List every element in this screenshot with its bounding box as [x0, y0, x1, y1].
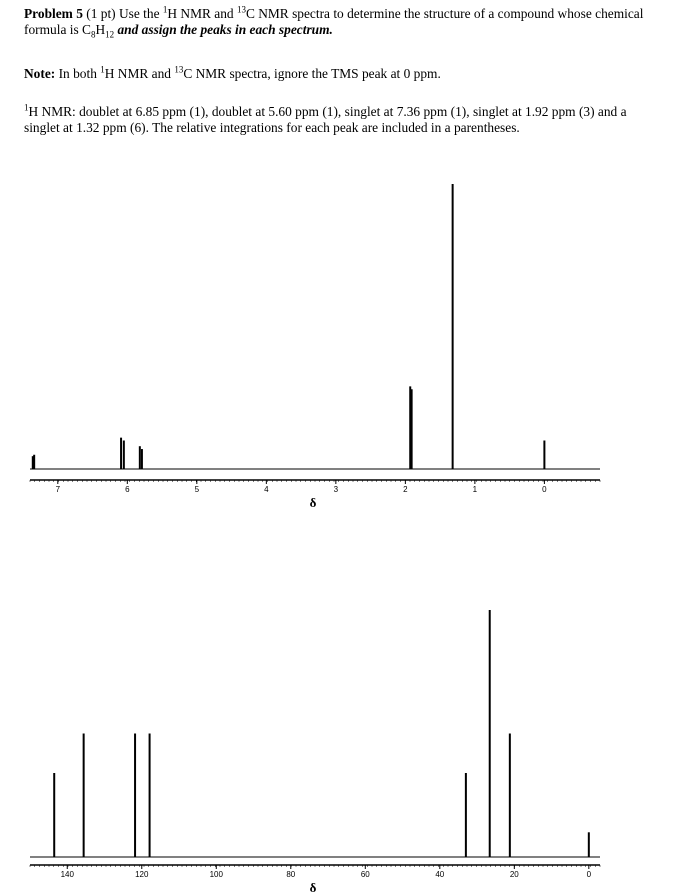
tick-label: 5 — [194, 485, 200, 494]
hnmr-description-text: H NMR: doublet at 6.85 ppm (1), doublet at 5.60 ppm (1), singlet at 7.36 ppm (1), singlet at 1.92 ppm (3) and a singlet at 1.32 ppm (6). The relative integrations for each peak are included in a parentheses. — [24, 104, 627, 135]
tick-label: 1 — [472, 485, 478, 494]
superscript: 13 — [236, 4, 246, 15]
tick-label: 20 — [509, 870, 519, 879]
superscript: 1 — [162, 4, 168, 15]
note — [24, 66, 654, 82]
c-nmr-spectrum — [0, 605, 676, 895]
superscript: 13 — [174, 64, 184, 75]
subscript: 12 — [105, 29, 115, 40]
note-text: In both — [55, 66, 101, 81]
tick-label: 7 — [55, 485, 61, 494]
tick-label: 140 — [60, 870, 74, 879]
note-label: Note: — [24, 66, 56, 81]
problem-text: H NMR and — [167, 6, 237, 21]
tick-label: 4 — [264, 485, 269, 494]
tick-label: 80 — [286, 870, 296, 879]
tick-label: 100 — [209, 870, 223, 879]
subscript: 8 — [90, 29, 96, 40]
tick-label: 3 — [333, 485, 339, 494]
tick-label: 120 — [135, 870, 149, 879]
problem-text: Use the — [115, 6, 163, 21]
h-nmr-spectrum — [0, 180, 676, 520]
problem-points: (1 pt) — [86, 6, 116, 21]
tick-label: 6 — [125, 485, 130, 494]
problem-heading: Problem 5 — [24, 6, 83, 21]
problem-emphasis: and assign the peaks in each spectrum. — [114, 22, 333, 37]
tick-label: 0 — [586, 870, 592, 879]
tick-label: 0 — [542, 485, 547, 494]
problem-text: H — [95, 22, 106, 37]
tick-label: 60 — [360, 870, 370, 879]
problem-statement — [24, 6, 654, 38]
note-text: H NMR and — [104, 66, 175, 81]
tick-label: 40 — [435, 870, 445, 879]
x-axis-label: δ — [309, 495, 317, 510]
superscript: 1 — [100, 64, 105, 75]
note-text: C NMR spectra, ignore the TMS peak at 0 ppm. — [183, 66, 441, 81]
tick-label: 2 — [403, 485, 408, 494]
problem-text: C NMR spectra to determine the structure of a compound whose chemical formula is C — [24, 6, 644, 37]
hnmr-description — [24, 104, 654, 136]
x-axis-label: δ — [309, 880, 317, 895]
superscript: 1 — [24, 102, 29, 113]
